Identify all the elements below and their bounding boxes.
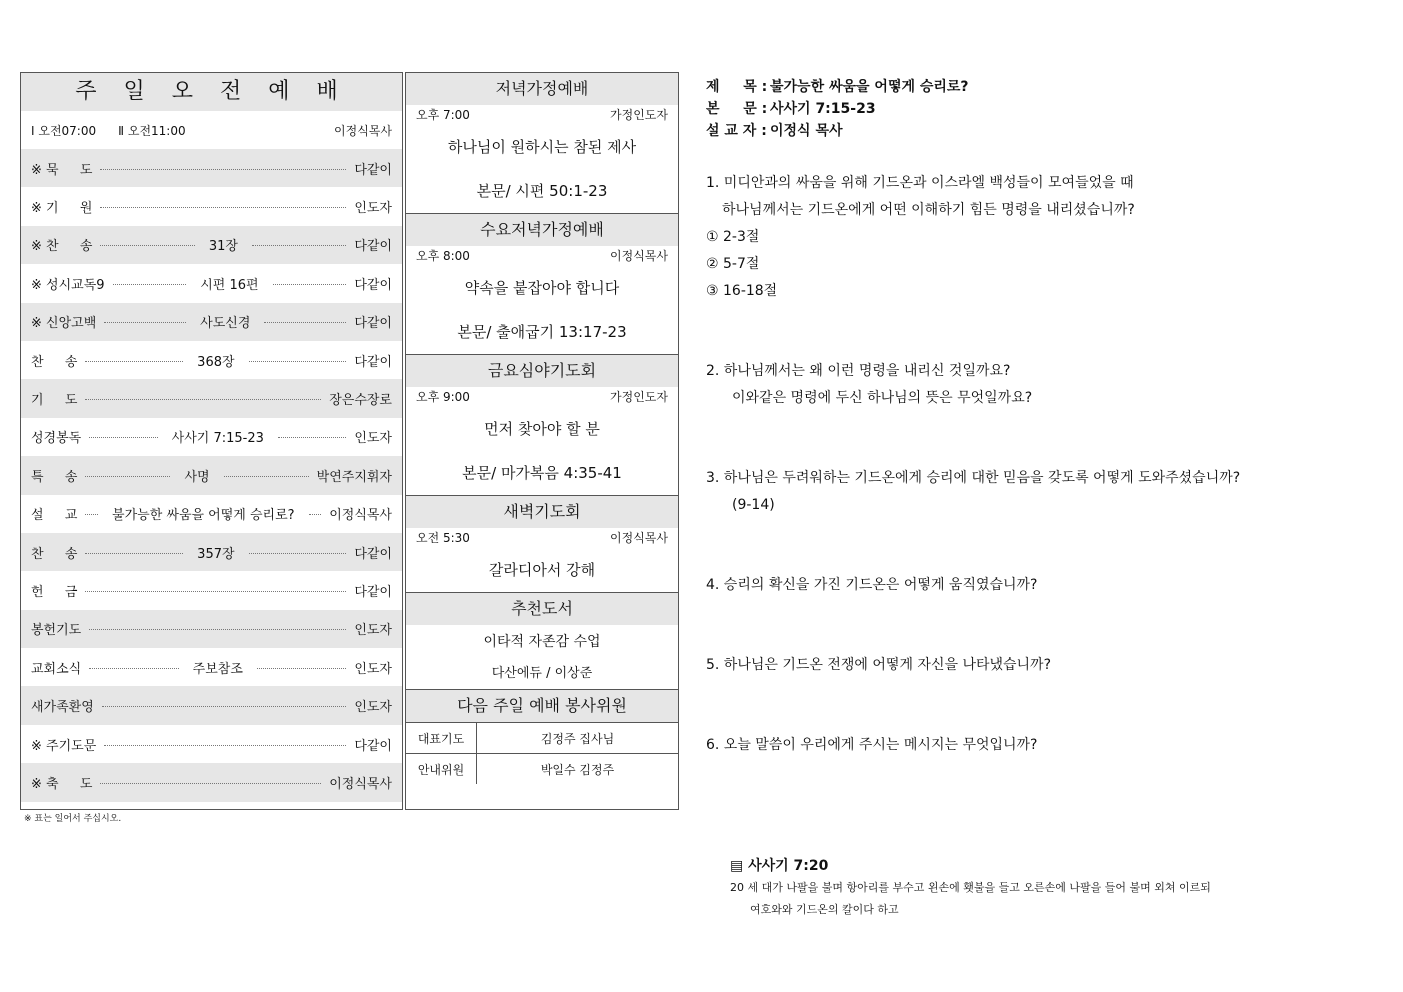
service2-time: Ⅱ 오전11:00 <box>118 123 186 138</box>
question-3-line2: (9-14) <box>732 497 775 513</box>
worship-item-name: ※ 묵 도 <box>31 162 93 178</box>
worship-item-row <box>21 533 402 571</box>
worship-item-person: 다같이 <box>354 239 393 255</box>
staff-role: 안내위원 <box>406 754 477 785</box>
evening-text: 본문/ 시편 50:1-23 <box>476 182 608 200</box>
dotted-leader <box>100 783 321 784</box>
question-3-line1: 3. 하나님은 두려워하는 기드온에게 승리에 대한 믿음을 갖도록 어떻게 도와주셨습니까? <box>706 470 1241 486</box>
worship-item-row <box>21 648 402 686</box>
friday-service-section <box>406 354 678 495</box>
worship-item-name: 새가족환영 <box>31 700 94 716</box>
worship-item-detail: 주보참조 <box>192 661 243 677</box>
dotted-leader <box>249 553 347 554</box>
service1-time: Ⅰ 오전07:00 <box>31 123 97 138</box>
question-2-line2: 이와같은 명령에 두신 하나님의 뜻은 무엇일까요? <box>732 390 1033 406</box>
question-2-line1: 2. 하나님께서는 왜 이런 명령을 내리신 것일까요? <box>706 363 1011 379</box>
dotted-leader <box>249 361 347 362</box>
dotted-leader <box>100 245 194 246</box>
worship-item-name: 성경봉독 <box>31 431 82 447</box>
dotted-leader <box>113 284 187 285</box>
question-5: 5. 하나님은 기드온 전쟁에 어떻게 자신을 나타냈습니까? <box>706 657 1052 673</box>
worship-item-row <box>21 763 402 801</box>
worship-item-row <box>21 379 402 417</box>
wednesday-text: 본문/ 출애굽기 13:17-23 <box>457 323 627 341</box>
worship-item-row <box>21 456 402 494</box>
worship-item-person: 인도자 <box>354 623 392 639</box>
worship-item-person: 다같이 <box>354 316 392 332</box>
worship-items <box>21 149 402 802</box>
worship-item-name: 특 송 <box>31 469 78 485</box>
worship-item-row <box>21 418 402 456</box>
question-1-option: ② 5-7절 <box>706 256 760 272</box>
book-publisher: 다산에듀 / 이상준 <box>491 666 593 681</box>
worship-item-name: 설 교 <box>31 508 78 524</box>
worship-item-person: 다같이 <box>354 354 393 370</box>
dotted-leader <box>85 553 183 554</box>
worship-item-row <box>21 725 402 763</box>
question-1-line1: 1. 미디안과의 싸움을 위해 기드온과 이스라엘 백성들이 모여들었을 때 <box>706 175 1134 191</box>
worship-item-row <box>21 187 402 225</box>
worship-item-row <box>21 341 402 379</box>
question-1-option: ① 2-3절 <box>706 229 760 245</box>
table-row <box>406 723 678 754</box>
worship-item-person: 이정식목사 <box>329 508 392 524</box>
worship-item-person: 다같이 <box>354 546 393 562</box>
evening-service-section <box>406 73 678 213</box>
sermon-title-line <box>706 76 1356 98</box>
friday-leader: 가정인도자 <box>610 390 668 404</box>
worship-item-name: 찬 송 <box>31 546 78 562</box>
worship-title: 주 일 오 전 예 배 <box>21 73 402 111</box>
weekly-services-panel <box>405 72 679 810</box>
worship-item-person: 이정식목사 <box>329 776 392 792</box>
worship-item-detail: 368장 <box>197 354 235 370</box>
standing-footnote: ※ 표는 일어서 주십시오. <box>24 814 122 824</box>
worship-item-person: 다같이 <box>354 584 392 600</box>
dotted-leader <box>89 668 178 669</box>
worship-item-name: ※ 성시교독9 <box>31 277 105 293</box>
sermon-text-label: 본 문 : <box>706 101 768 117</box>
service-times <box>21 111 402 149</box>
worship-item-row <box>21 226 402 264</box>
dotted-leader <box>278 437 346 438</box>
worship-item-name: 헌 금 <box>31 584 78 600</box>
worship-item-detail: 불가능한 싸움을 어떻게 승리로? <box>112 508 295 524</box>
sermon-preacher-line <box>706 120 1356 142</box>
sermon-preacher-label: 설 교 자 : <box>706 123 767 139</box>
service-minister: 이정식목사 <box>334 123 392 138</box>
wednesday-leader: 이정식목사 <box>610 249 668 263</box>
dawn-service-title: 새벽기도회 <box>406 495 678 528</box>
worship-item-row <box>21 571 402 609</box>
worship-item-person: 다같이 <box>354 277 393 293</box>
worship-item-detail: 사사기 7:15-23 <box>171 431 264 447</box>
dotted-leader <box>104 745 346 746</box>
dotted-leader <box>100 169 346 170</box>
worship-item-name: 기 도 <box>31 393 78 409</box>
dotted-leader <box>85 514 98 515</box>
dawn-leader: 이정식목사 <box>610 531 668 545</box>
verse-line1: 20 세 대가 나팔을 불며 항아리를 부수고 왼손에 횃불을 들고 오른손에 나팔을 들어 불며 외쳐 이르되 <box>730 881 1211 894</box>
dotted-leader <box>264 322 346 323</box>
sermon-title: 불가능한 싸움을 어떻게 승리로? <box>770 79 969 95</box>
verse-reference: ▤ 사사기 7:20 <box>730 858 829 874</box>
worship-item-name: ※ 주기도문 <box>31 738 97 754</box>
worship-item-person: 다같이 <box>354 738 392 754</box>
worship-item-detail: 31장 <box>208 239 238 255</box>
dotted-leader <box>252 245 346 246</box>
evening-service-title: 저녁가정예배 <box>406 73 678 105</box>
recommended-books-section <box>406 592 678 689</box>
worship-item-person: 다같이 <box>354 162 392 178</box>
worship-item-row <box>21 303 402 341</box>
question-1-line2: 하나님께서는 기드온에게 어떤 이해하기 힘든 명령을 내리셨습니까? <box>722 202 1135 218</box>
worship-item-row <box>21 495 402 533</box>
staff-names: 박일수 김정주 <box>477 754 679 785</box>
worship-item-detail: 사명 <box>184 469 210 485</box>
books-title: 추천도서 <box>406 592 678 625</box>
evening-subject: 하나님이 원하시는 참된 제사 <box>447 138 637 156</box>
question-1-option: ③ 16-18절 <box>706 283 778 299</box>
sermon-preacher: 이정식 목사 <box>770 123 843 139</box>
dotted-leader <box>89 629 346 630</box>
friday-text: 본문/ 마가복음 4:35-41 <box>462 464 622 482</box>
verse-line2: 여호와와 기드온의 칼이다 하고 <box>750 903 899 916</box>
dawn-subject: 갈라디아서 강해 <box>488 561 596 579</box>
sermon-text-line <box>706 98 1356 120</box>
dawn-time: 오전 5:30 <box>416 531 470 545</box>
worship-item-person: 인도자 <box>354 661 392 677</box>
staff-title: 다음 주일 예배 봉사위원 <box>406 689 678 722</box>
dotted-leader <box>89 437 157 438</box>
wednesday-service-title: 수요저녁가정예배 <box>406 213 678 246</box>
worship-item-detail: 시편 16편 <box>200 277 259 293</box>
table-row <box>406 754 678 785</box>
worship-item-name: ※ 기 원 <box>31 201 93 217</box>
dotted-leader <box>85 361 183 362</box>
dotted-leader <box>104 322 186 323</box>
dotted-leader <box>100 207 346 208</box>
scripture-verse <box>730 855 1360 921</box>
dawn-service-section <box>406 495 678 592</box>
worship-item-row <box>21 264 402 302</box>
staff-table <box>406 722 678 784</box>
dotted-leader <box>85 476 170 477</box>
worship-item-name: 봉헌기도 <box>31 623 82 639</box>
dotted-leader <box>85 399 321 400</box>
dotted-leader <box>102 706 347 707</box>
dotted-leader <box>257 668 346 669</box>
dotted-leader <box>224 476 309 477</box>
worship-item-row <box>21 610 402 648</box>
staff-role: 대표기도 <box>406 723 477 754</box>
worship-item-name: ※ 신앙고백 <box>31 316 97 332</box>
friday-time: 오후 9:00 <box>416 390 470 404</box>
sermon-study-panel <box>706 76 1356 759</box>
dotted-leader <box>273 284 347 285</box>
worship-item-name: ※ 축 도 <box>31 776 93 792</box>
worship-item-name: 찬 송 <box>31 354 78 370</box>
worship-item-person: 인도자 <box>354 201 392 217</box>
evening-leader: 가정인도자 <box>610 108 668 122</box>
friday-service-title: 금요심야기도회 <box>406 354 678 387</box>
next-week-staff-section <box>406 689 678 784</box>
worship-item-person: 장은수장로 <box>329 393 392 409</box>
worship-item-person: 인도자 <box>354 700 392 716</box>
staff-names: 김정주 집사님 <box>477 723 679 754</box>
worship-item-row <box>21 686 402 724</box>
wednesday-time: 오후 8:00 <box>416 249 470 263</box>
worship-item-name: 교회소식 <box>31 661 82 677</box>
dotted-leader <box>85 591 346 592</box>
wednesday-service-section <box>406 213 678 354</box>
sermon-text: 사사기 7:15-23 <box>770 101 876 117</box>
worship-item-detail: 사도신경 <box>200 316 251 332</box>
sermon-title-label: 제 목 : <box>706 79 768 95</box>
worship-item-person: 인도자 <box>354 431 392 447</box>
book-name: 이타적 자존감 수업 <box>483 634 601 650</box>
worship-item-name: ※ 찬 송 <box>31 239 93 255</box>
worship-item-person: 박연주지휘자 <box>316 469 392 485</box>
friday-subject: 먼저 찾아야 할 분 <box>484 420 600 438</box>
question-4: 4. 승리의 확신을 가진 기드온은 어떻게 움직였습니까? <box>706 577 1038 593</box>
worship-order-panel <box>20 72 403 810</box>
worship-item-detail: 357장 <box>197 546 235 562</box>
dotted-leader <box>309 514 322 515</box>
question-6: 6. 오늘 말씀이 우리에게 주시는 메시지는 무엇입니까? <box>706 737 1038 753</box>
worship-item-row <box>21 149 402 187</box>
wednesday-subject: 약속을 붙잡아야 합니다 <box>464 279 620 297</box>
evening-time: 오후 7:00 <box>416 108 470 122</box>
